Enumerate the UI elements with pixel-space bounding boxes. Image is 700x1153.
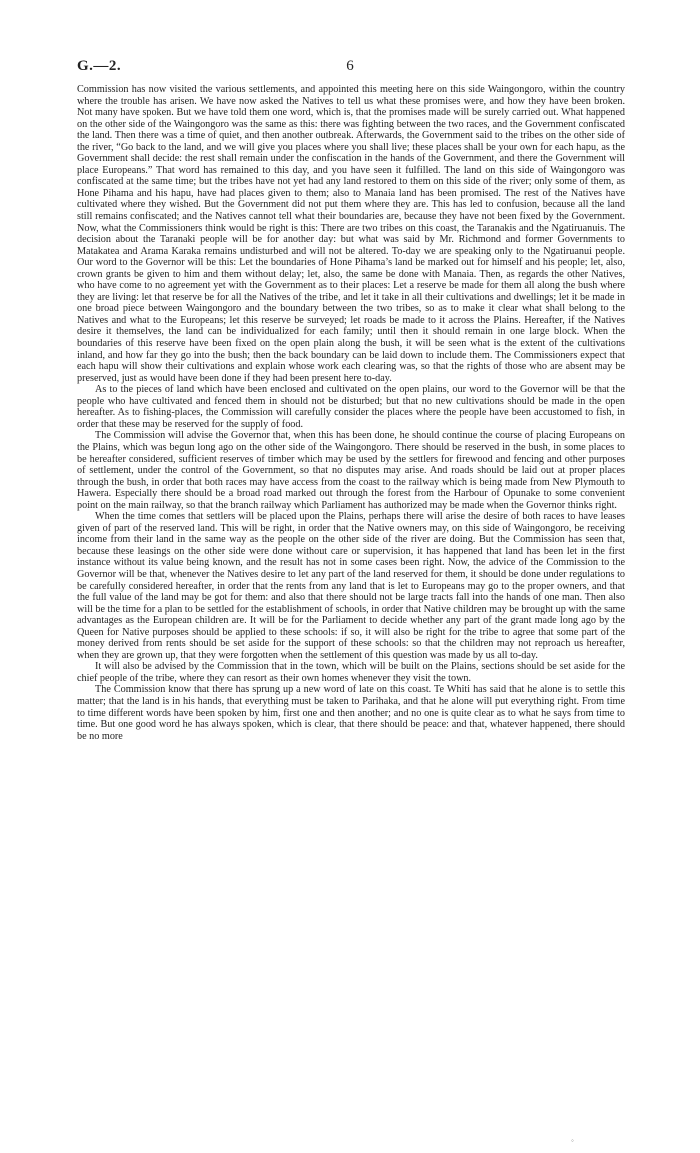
- paragraph: The Commission know that there has sprung up a new word of late on this coast. Te Whiti has said that he alone is to settle this matter; that the land is in his hands, that everything must be taken to Parihaka, and that he alone will put everything right. From time to time different words have been spoken by him, first one and then another; and no one is quite clear as to what he says from time to time. But one good word he has always spoken, which is clear, that there should be peace: and that, whatever happened, there should be no more: [77, 684, 625, 742]
- paragraph: Commission has now visited the various settlements, and appointed this meeting here on this side Waingongoro, within the country where the trouble has arisen. We have now asked the Natives to tell us what these promises were, and how they have been broken. Not many have spoken. But we have told them one word, which is, that the promises made will be surely carried out. What happened on the other side of the Waingongoro was the same as this: there was fighting between the two races, and the Government confiscated the land. Then there was a time of quiet, and then another outbreak. Afterwards, the Government said to the tribes on the other side of the river, “Go back to the land, and we will give you places where you shall live; these places shall be your own for each hapu, as the Government shall decide: the rest shall remain under the confiscation in the hands of the Government, and there the Government will place Europeans.” That word has remained to this day, and you have seen it fulfilled. The land on this side of Waingongoro was confiscated at the same time; but the tribes have not yet had any land restored to them on this side of the river; only some of them, as Hone Pihama and his hapu, have had places given to them; also to Manaia land has been promised. The rest of the Natives have cultivated where they wished. But the Government did not put them where they are. This has led to confusion, because all the land still remains confiscated; and the Natives cannot tell what their boundaries are, because they have not been fixed by the Government. Now, what the Commissioners think would be right is this: There are two tribes on this coast, the Taranakis and the Ngatiruanuis. The decision about the Taranaki people will be for another day: but what was said by Mr. Richmond and former Governments to Matakatea and Arama Karaka remains undisturbed and will not be altered. To-day we are speaking only to the Ngatiruanui people. Our word to the Governor will be this: Let the boundaries of Hone Pihama’s land be marked out for himself and his people; let, also, crown grants be given to him and them without delay; let, also, the same be done with Manaia. Then, as regards the other Natives, who have come to no agreement yet with the Government as to their places: Let a reserve be made for them all along the bush where they are living: let that reserve be for all the Natives of the tribe, and let it take in all their cultivations and dwellings; let it be made in one broad piece between Waingongoro and the boundary between the two tribes, so as to make it clear what shall belong to the Natives and what to the Europeans; let this reserve be surveyed; let roads be made to it across the Plains. Hereafter, if the Natives desire it themselves, the land can be individualized for each family; until then it should remain in one large block. When the boundaries of this reserve have been fixed on the open plain along the bush, it will be seen what is the extent of the cultivations inland, and how far they go into the bush; then the back boundary can be laid down to include them. The Commissioners expect that each hapu will show their cultivations and explain whose work each clearing was, so that the rights of those who are absent may be preserved, just as would have been done if they had been present here to-day.: [77, 84, 625, 384]
- paragraph: The Commission will advise the Governor that, when this has been done, he should continue the course of placing Europeans on the Plains, which was begun long ago on the other side of the Waingongoro. There should be reserved in the bush, in some places to be hereafter considered, sufficient reserves of timber which may be used by the settlers for firewood and fencing and other purposes of settlement, under the control of the Government, so that no disputes may arise. And roads should be laid out at proper places through the bush, in order that both races may have access from the coast to the railway which is being made from New Plymouth to Hawera. Especially there should be a broad road marked out through the forest from the Harbour of Opunake to some convenient point on the main railway, so that the branch railway which Parliament has authorized may be made when the Governor thinks right.: [77, 430, 625, 511]
- paragraph: When the time comes that settlers will be placed upon the Plains, perhaps there will arise the desire of both races to have leases given of part of the reserved land. This will be right, in order that the Native owners may, on this side of Waingongoro, be receiving income from their land in the same way as the people on the other side of the river are doing. But the Commission has seen that, because these leasings on the other side were done without care or supervision, it has happened that land has been let in the first instance without its value being known, and the result has not in some cases been right. Now, the advice of the Commission to the Governor will be that, whenever the Natives desire to let any part of the land reserved for them, it should be done under regulations to be carefully considered hereafter, in order that the rents from any land that is let to Europeans may go to the proper owners, and that the full value of the land may be got for them: and also that there should not be large tracts fall into the hands of one man. Then also will be the time for a plan to be settled for the establishment of schools, in order that Native children may be brought up with the same advantages as the European children are. It will be for the Parliament to decide whether any part of the grant made long ago by the Queen for Native purposes should be applied to these schools: if so, it will also be right for the tribe to agree that some part of the money derived from rents should be set aside for the support of these schools: so that the children may not reproach us hereafter, when they are grown up, that they were forgotten when the settlement of this question was made by us all to-day.: [77, 511, 626, 661]
- page-number: 6: [346, 58, 354, 74]
- paragraph: As to the pieces of land which have been enclosed and cultivated on the open plains, our word to the Governor will be that the people who have cultivated and fenced them in should not be disturbed; but that no new cultivations should be made in the open hereafter. As to fishing-places, the Commission will carefully consider the places where the people have been accustomed to fish, in order that these may be reserved for the supply of food.: [77, 384, 625, 430]
- paragraph: It will also be advised by the Commission that in the town, which will be built on the Plains, sections should be set aside for the chief people of the tribe, where they can resort as their own homes whenever they visit the town.: [77, 661, 625, 684]
- page-header: [77, 58, 623, 80]
- body-text: [77, 84, 625, 742]
- document-reference: G.—2.: [77, 58, 122, 74]
- footer-mark: ◦: [571, 1136, 574, 1145]
